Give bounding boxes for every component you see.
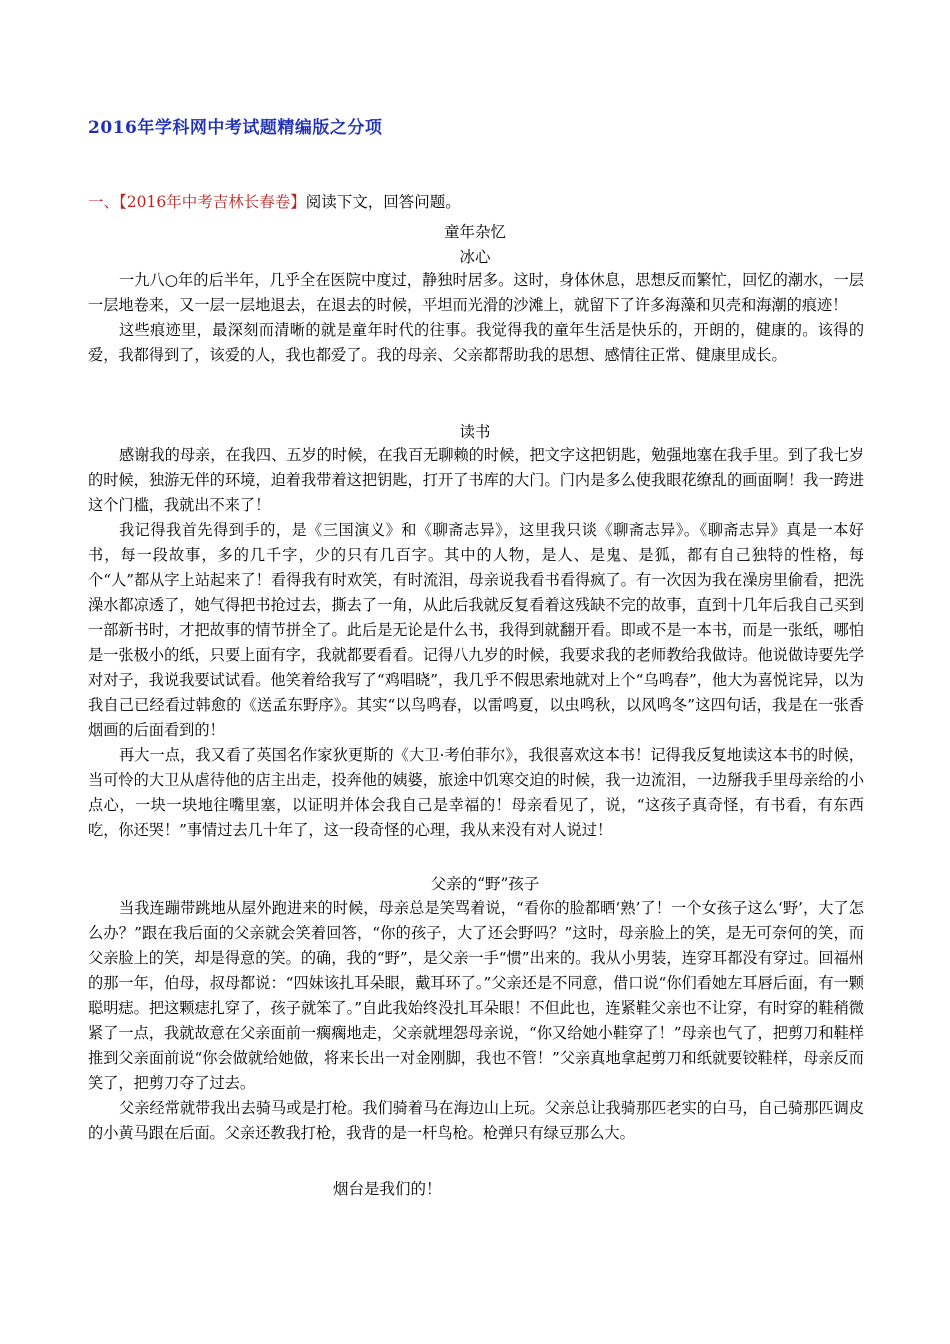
paragraph: 这些痕迹里，最深刻而清晰的就是童年时代的往事。我觉得我的童年生活是快乐的，开朗的，健康的。该得的爱，我都得到了，该爱的人，我也都爱了。我的母亲、父亲都帮助我的思想、感情往正常、健康里成长。 (88, 321, 864, 364)
article-author: 冰心 (459, 248, 491, 266)
section-title-reading: 读书 (459, 423, 491, 441)
question-instruction: 阅读下文，回答问题。 (305, 193, 461, 211)
paragraph: 我记得我首先得到手的，是《三国演义》和《聊斋志异》，这里我只谈《聊斋志异》。《聊斋志异》真是一本好书，每一段故事，多的几千字，少的只有几百字。其中的人物，是人、是鬼、是狐，都有自己独特的性格，每个“人”都从字上站起来了！看得我有时欢笑，有时流泪，母亲说我看书看得疯了。有一次因为我在澡房里偷看，把洗澡水都凉透了，她气得把书抢过去，撕去了一角，从此后我就反复看着这残缺不完的故事，直到十几年后我自己买到一部新书时，才把故事的情节拼全了。此后是无论是什么书，我得到就翻开看。即或不是一本书，而是一张纸，哪怕是一张极小的纸，只要上面有字，我就都要看看。记得八九岁的时候，我要求我的老师教给我做诗。他说做诗要先学对对子，我说我要试试看。他笑着给我写了“鸡唱晓”，我几乎不假思索地就对上个“乌鸣春”，他大为喜悦诧异，以为我自己已经看过韩愈的《送孟东野序》。其实“以鸟鸣春，以雷鸣夏，以虫鸣秋，以风鸣冬”这四句话，我是在一张香烟画的后面看到的！ (88, 521, 864, 739)
paragraph: 一九八○年的后半年，几乎全在医院中度过，静独时居多。这时，身体休息，思想反而繁忙，回忆的潮水，一层一层地卷来，又一层一层地退去，在退去的时候，平坦而光滑的沙滩上，就留下了许多海藻和贝壳和海潮的痕迹！ (88, 271, 864, 314)
paragraph: 父亲经常就带我出去骑马或是打枪。我们骑着马在海边山上玩。父亲总让我骑那匹老实的白马，自己骑那匹调皮的小黄马跟在后面。父亲还教我打枪，我背的是一杆鸟枪。枪弹只有绿豆那么大。 (88, 1099, 864, 1142)
article-title: 童年杂忆 (443, 223, 506, 241)
question-heading (88, 190, 461, 212)
section-title-wild-child: 父亲的“野”孩子 (430, 875, 540, 893)
section-title-yantai: 烟台是我们的！ (333, 1180, 442, 1198)
paragraph: 感谢我的母亲，在我四、五岁的时候，在我百无聊赖的时候，把文字这把钥匙，勉强地塞在我手里。到了我七岁的时候，独游无伴的环境，迫着我带着这把钥匙，打开了书库的大门。门内是多么使我眼花缭乱的画面啊！我一跨进这个门槛，我就出不来了！ (88, 446, 864, 514)
document-title: 2016年学科网中考试题精编版之分项 (88, 118, 383, 138)
wild-child-section (88, 896, 864, 1146)
reading-section (88, 443, 864, 843)
paragraph: 当我连蹦带跳地从屋外跑进来的时候，母亲总是笑骂着说，“看你的脸都晒‘熟’了！一个女孩子这么‘野’，大了怎么办？”跟在我后面的父亲就会笑着回答，“你的孩子，大了还会野吗？”这时，母亲脸上的笑，是无可奈何的笑，而父亲脸上的笑，却是得意的笑。的确，我的“野”，是父亲一手“惯”出来的。我从小男装，连穿耳都没有穿过。回福州的那一年，伯母，叔母都说：“四妹该扎耳朵眼，戴耳环了。”父亲还是不同意，借口说“你们看她左耳唇后面，有一颗聪明痣。把这颗痣扎穿了，孩子就笨了。”自此我始终没扎耳朵眼！不但此也，连紧鞋父亲也不让穿，有时穿的鞋稍微紧了一点，我就故意在父亲面前一瘸瘸地走，父亲就埋怨母亲说，“你又给她小鞋穿了！”母亲也气了，把剪刀和鞋样推到父亲面前说“你会做就给她做，将来长出一对金刚脚，我也不管！”父亲真地拿起剪刀和纸就要铰鞋样，母亲反而笑了，把剪刀夺了过去。 (88, 899, 864, 1092)
question-source: 【2016年中考吉林长春卷】 (119, 193, 306, 211)
intro-section (88, 268, 864, 368)
question-number: 一、 (88, 193, 120, 211)
paragraph: 再大一点，我又看了英国名作家狄更斯的《大卫·考伯菲尔》，我很喜欢这本书！记得我反复地读这本书的时候，当可怜的大卫从虐待他的店主出走，投奔他的姨婆，旅途中饥寒交迫的时候，我一边流泪，一边掰我手里母亲给的小点心，一块一块地往嘴里塞，以证明并体会我自己是幸福的！母亲看见了，说，“这孩子真奇怪，有书看，有东西吃，你还哭！”事情过去几十年了，这一段奇怪的心理，我从来没有对人说过！ (88, 746, 864, 839)
